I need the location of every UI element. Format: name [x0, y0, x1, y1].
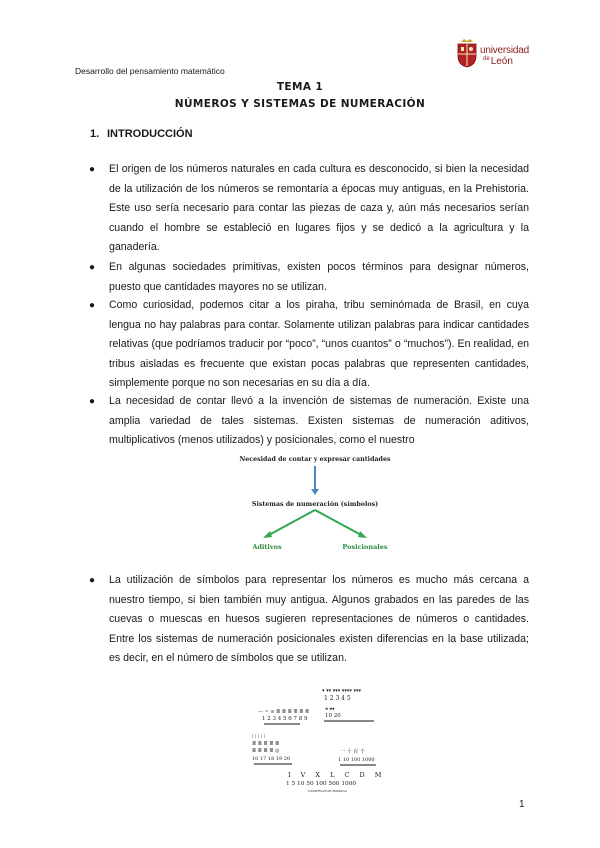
- numeration-systems-diagram: [225, 451, 405, 556]
- bullet-icon: ●: [89, 575, 96, 586]
- section-title: INTRODUCCIÓN: [107, 128, 193, 140]
- list-item: [89, 296, 529, 394]
- multiplicative-values: 1 10 100 1000: [338, 757, 375, 763]
- logo-text-universidad: universidad: [480, 45, 529, 56]
- section-number: 1.: [90, 128, 100, 140]
- diagram-left-label: Aditivos: [252, 543, 282, 551]
- mayan-bars-icon: ≣ ≣ ≣ ≣ ≣: [252, 741, 280, 747]
- list-item-text: La necesidad de contar llevó a la invención de sistemas de numeración. Existe una amplia variedad de tales sistemas. Existen sistemas de numeración aditivos, multiplicativos (menos utilizados) y posicionales, como el nuestro: [109, 395, 529, 446]
- mayan-caption-bar: [254, 763, 292, 765]
- mayan-numerals: [252, 734, 292, 765]
- list-item-text: El origen de los números naturales en cada cultura es desconocido, si bien la necesidad de la utilización de los números se remontaría a épocas muy antiguas, en la Prehistoria. Este uso sería necesario para contar las piezas de caza y, aún más necesarios serían cuando el hombre se estableció en lugares fijos y se dedicó a la agricultura y la ganadería.: [109, 163, 529, 253]
- egyptian-numerals: [258, 706, 309, 725]
- list-item: [89, 392, 529, 451]
- diagram-arrowhead-right-icon: [358, 531, 367, 538]
- bullet-icon: ●: [89, 164, 96, 175]
- logo-text-leon: [483, 56, 513, 67]
- diagram-right-label: Posicionales: [342, 543, 388, 551]
- university-logo: [456, 38, 532, 72]
- mayan-shells-icon: ≣ ≣ ≣ ≣ ◎: [252, 748, 280, 754]
- diagram-branch-left: [267, 510, 315, 536]
- diagram-arrowhead-icon: [311, 489, 319, 495]
- university-shield-icon: [456, 38, 478, 68]
- bullet-icon: ●: [89, 396, 96, 407]
- mayan-dots-icon: ⁞ ⁞ ⁞ ⁞ ⁞: [252, 734, 266, 740]
- babylonian-tens-marks-icon: ◂ ◂◂: [325, 706, 335, 712]
- list-item: [89, 160, 529, 258]
- section-heading: [90, 128, 193, 140]
- topic-title: TEMA 1: [276, 81, 324, 93]
- babylonian-values: 10 20: [325, 713, 341, 719]
- egyptian-caption-bar: [264, 723, 300, 725]
- multiplicative-numerals: [338, 748, 376, 766]
- logo-text-de: de: [483, 56, 490, 62]
- egyptian-marks-icon: — = ≡ ≣ ≣ ≣ ≣ ≣ ≣: [258, 709, 310, 715]
- list-item-text: La utilización de símbolos para representar los números es mucho más cercana a nuestro tiempo, si bien también muy antigua. Algunos grabados en las paredes de las cuevas o muescas en huesos sugieren representaciones de números o cantidades. Entre los sistemas de numeración posicionales existen diferencias en la base utilizada; es decir, en el número de símbolos que se utilizan.: [109, 574, 529, 664]
- page-number: 1: [519, 799, 525, 810]
- list-item-text: En algunas sociedades primitivas, existen pocos términos para designar números, puesto que cantidades mayores no se utilizan.: [109, 261, 529, 293]
- roman-caption: NUMERACIÓN ROMANA: [308, 789, 348, 793]
- multiplicative-caption-bar: [340, 764, 376, 766]
- egyptian-digits: 1 2 3 4 5 6 7 8 9: [262, 716, 308, 722]
- logo-text-city: León: [490, 56, 513, 67]
- diagram-arrowhead-left-icon: [263, 531, 272, 538]
- ancient-numerals-figure: [250, 683, 400, 795]
- topic-subtitle: NÚMEROS Y SISTEMAS DE NUMERACIÓN: [174, 98, 426, 110]
- roman-numerals: [286, 771, 385, 793]
- running-title: Desarrollo del pensamiento matemático: [75, 66, 225, 76]
- roman-values: 1 5 10 50 100 500 1000: [286, 781, 357, 787]
- list-item-text: Como curiosidad, podemos citar a los piraha, tribu seminómada de Brasil, en cuya lengua no hay palabras para contar. Solamente utilizan palabras para indicar cantidades relativas (que podríamos traducir por “poco”, “unos cuantos” o “muchos”). En realidad, en tribus aisladas es frecuente que existan pocas palabras que representen cantidades, simplemente porque no son necesarias en su día a día.: [109, 299, 529, 389]
- babylonian-caption-bar: [324, 720, 374, 722]
- list-item: [89, 258, 529, 297]
- list-item: [89, 571, 529, 669]
- diagram-branch-right: [315, 510, 363, 536]
- bullet-icon: ●: [89, 262, 96, 273]
- babylonian-numerals: [322, 688, 374, 722]
- babylonian-marks-icon: ▾ ▾▾ ▾▾▾ ▾▾▾▾ ▾▾▾: [322, 688, 361, 694]
- roman-symbols: I V X L C D M: [288, 771, 386, 779]
- babylonian-digits: 1 2 3 4 5: [324, 695, 351, 702]
- mayan-values: 10 17 18 19 20: [252, 756, 291, 762]
- multiplicative-marks-icon: 一 十 百 千: [340, 749, 365, 755]
- bullet-icon: ●: [89, 300, 96, 311]
- diagram-middle-label: Sistemas de numeración (símbolos): [251, 501, 379, 508]
- diagram-top-label: Necesidad de contar y expresar cantidades: [239, 456, 391, 463]
